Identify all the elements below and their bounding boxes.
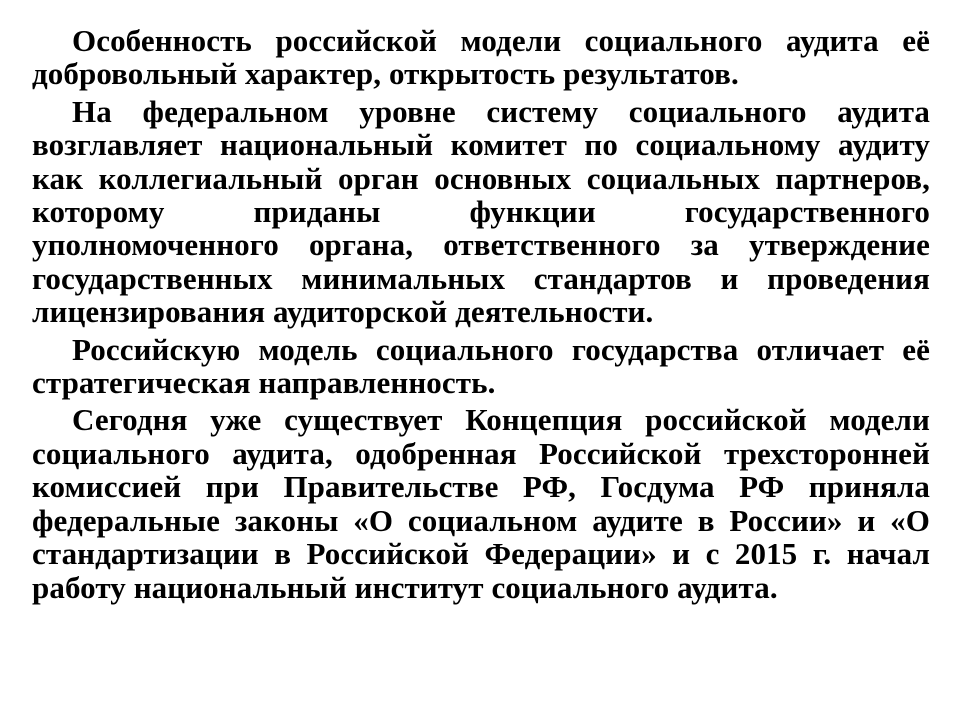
paragraph-concept: Сегодня уже существует Концепция российской модели социального аудита, одобренная Российской трехсторонней комиссией при Правительстве РФ, Госдума РФ приняла федеральные законы «О социальном аудите в России» и «О стандартизации в Российской Федерации» и с 2015 г. начал работу национальный институт социального аудита. — [32, 402, 930, 605]
paragraph-model-feature: Особенность российской модели социального аудита её добровольный характер, открытость результатов. — [32, 23, 930, 92]
paragraph-federal-level: На федеральном уровне систему социального аудита возглавляет национальный комитет по социальному аудиту как коллегиальный орган основных социальных партнеров, которому приданы функции государственного уполномоченного органа, ответственного за утверждение государственных минимальных стандартов и проведения лицензирования аудиторской деятельности. — [32, 93, 930, 330]
paragraph-strategic-direction: Российскую модель социального государства отличает её стратегическая направленность. — [32, 331, 930, 401]
